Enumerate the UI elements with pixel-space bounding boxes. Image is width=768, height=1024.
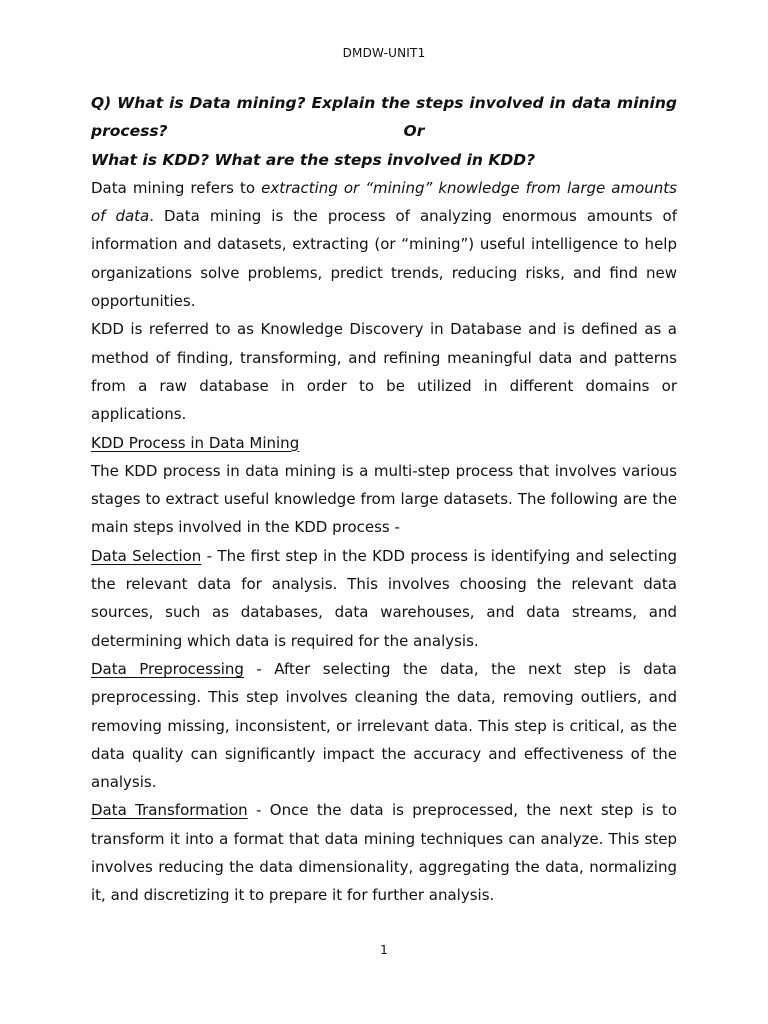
question-or: Or: [403, 122, 425, 141]
page-number: 1: [380, 943, 388, 957]
step-data-transformation: [91, 796, 677, 909]
step-text: - Once the data is preprocessed, the next step is to transform it into a format that data mining techniques can analyze. This step involves reducing the data dimensionality, aggregating the data, normalizing it, and discretizing it to prepare it for further analysis.: [91, 801, 677, 905]
p1-rest: . Data mining is the process of analyzing enormous amounts of information and datasets, extracting (or “mining”) useful intelligence to help organizations solve problems, predict trends, reducing risks, and find new opportunities.: [91, 207, 678, 311]
p1-italic: extracting or “mining” knowledge from large amounts of data: [91, 178, 677, 226]
paragraph-data-mining: [91, 174, 677, 315]
kdd-heading: [91, 429, 677, 457]
paragraph-kdd: KDD is referred to as Knowledge Discovery in Database and is defined as a method of finding, transforming, and refining meaningful data and patterns from a raw database in order to be utilized in different domains or applications.: [91, 320, 677, 424]
question-line-1: Q) What is Data mining? Explain the steps involved in data mining process?: [91, 94, 677, 141]
page-content: [91, 89, 677, 910]
p1-start: Data mining refers to: [91, 178, 262, 197]
paragraph-kdd-process: The KDD process in data mining is a multi-step process that involves various stages to extract useful knowledge from large datasets. The following are the main steps involved in the KDD process -: [91, 461, 677, 537]
step-term: Data Transformation: [91, 801, 248, 820]
step-term: Data Preprocessing: [91, 659, 244, 678]
kdd-heading-text: KDD Process in Data Mining: [91, 433, 300, 452]
step-term: Data Selection: [91, 546, 202, 565]
page-header: DMDW-UNIT1: [342, 46, 426, 60]
step-text: - The first step in the KDD process is identifying and selecting the relevant data for analysis. This involves choosing the relevant data sources, such as databases, data warehouses, and data streams, and determining which data is required for the analysis.: [91, 546, 677, 650]
step-data-preprocessing: [91, 655, 677, 796]
question-block: [91, 89, 677, 174]
step-data-selection: [91, 542, 677, 655]
step-text: - After selecting the data, the next step is data preprocessing. This step involves cleaning the data, removing outliers, and removing missing, inconsistent, or irrelevant data. This step is critical, as the data quality can significantly impact the accuracy and effectiveness of the analysis.: [91, 659, 677, 792]
question-line-2: What is KDD? What are the steps involved in KDD?: [91, 150, 536, 169]
